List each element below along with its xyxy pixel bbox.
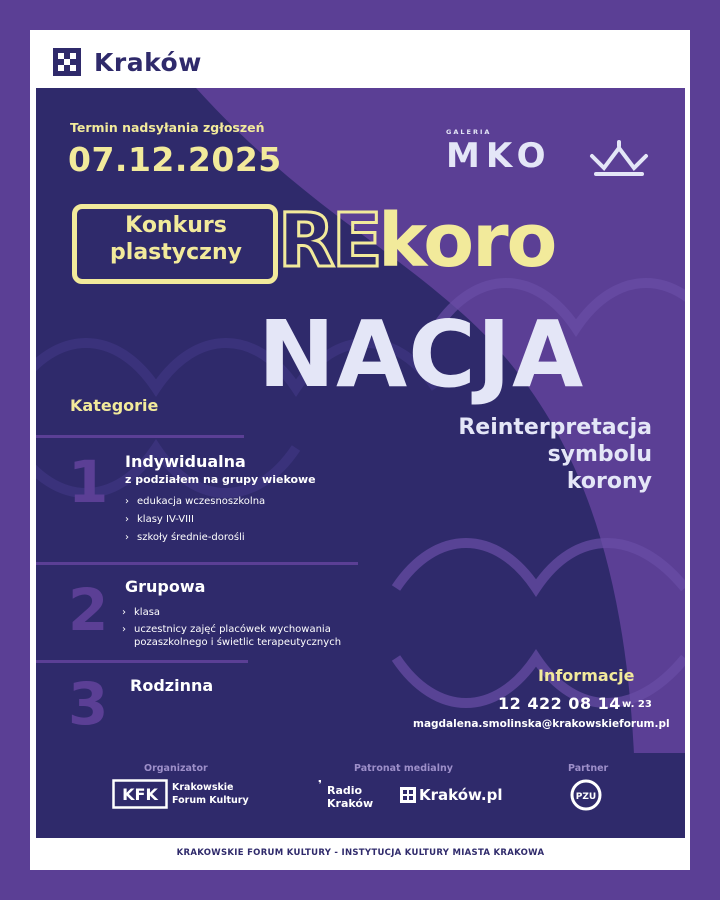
categories-heading: Kategorie — [70, 396, 159, 415]
category-divider-1 — [36, 435, 244, 438]
tagline-line1: Reinterpretacja — [458, 415, 652, 440]
krakow-pl-logo[interactable] — [400, 785, 503, 805]
galeria-small-label: GALERIA — [446, 128, 492, 136]
category-subtitle-1: z podziałem na grupy wiekowe — [125, 473, 316, 486]
kfk-logo[interactable] — [112, 779, 252, 809]
konkurs-line1: Konkurs — [125, 213, 227, 238]
footer-text: KRAKOWSKIE FORUM KULTURY - INSTYTUCJA KULTURY MIASTA KRAKOWA — [176, 848, 545, 858]
galeria-name: MKO — [446, 136, 552, 176]
kfk-icon — [112, 779, 168, 809]
radio-line2: Kraków — [327, 797, 374, 810]
crown-icon — [588, 140, 650, 178]
logo-text: Kraków — [94, 47, 202, 77]
category-divider-3 — [36, 660, 248, 663]
list-item: › klasy IV-VIII — [125, 514, 194, 525]
kfk-line1: Krakowskie — [172, 782, 234, 793]
list-item: › edukacja wczesnoszkolna — [125, 496, 266, 507]
category-title-2: Grupowa — [125, 577, 206, 596]
list-item: pozaszkolnego i świetlic terapeutycznych — [134, 637, 342, 648]
konkurs-label — [82, 212, 270, 266]
list-item: › uczestnicy zajęć placówek wychowania — [122, 624, 331, 635]
info-email[interactable]: magdalena.smolinska@krakowskieforum.pl — [413, 718, 670, 730]
category-number-3: 3 — [68, 670, 109, 738]
kfk-line2: Forum Kultury — [172, 795, 249, 806]
info-extension: w. 23 — [622, 699, 652, 710]
konkurs-line2: plastyczny — [110, 240, 242, 265]
title-re: RE — [278, 198, 380, 284]
pzu-text: PZU — [575, 792, 597, 802]
category-bullets-1 — [125, 495, 265, 544]
category-divider-2 — [36, 562, 358, 565]
category-title-3: Rodzinna — [130, 676, 214, 695]
tagline — [436, 414, 652, 495]
category-number-2: 2 — [68, 576, 109, 644]
category-bullets-2 — [122, 606, 341, 649]
krakow-pl-text: Kraków.pl — [419, 786, 503, 804]
media-patron-label: Patronat medialny — [354, 763, 453, 774]
title-koro: koro — [378, 198, 556, 284]
info-heading: Informacje — [538, 666, 635, 685]
krakow-logo[interactable] — [36, 36, 222, 88]
krakow-pl-icon — [400, 787, 416, 803]
krakow-square-logo-icon — [52, 47, 82, 77]
category-title-1: Indywidualna — [125, 452, 246, 471]
deadline-label: Termin nadsyłania zgłoszeń — [70, 120, 265, 135]
deadline-date: 07.12.2025 — [68, 140, 282, 179]
list-item: › klasa — [122, 607, 161, 618]
pzu-logo-icon[interactable] — [570, 779, 602, 811]
tagline-line2: symbolu — [547, 442, 652, 467]
list-item: › szkoły średnie-dorośli — [125, 532, 245, 543]
tagline-line3: korony — [566, 469, 652, 494]
info-phone[interactable]: 12 422 08 14 — [498, 694, 621, 713]
partner-label: Partner — [568, 763, 609, 774]
radio-signal-icon: ❜ — [318, 778, 322, 791]
radio-line1: Radio — [327, 784, 363, 797]
organizer-label: Organizator — [144, 763, 208, 774]
category-number-1: 1 — [68, 448, 109, 516]
svg-text:KFK: KFK — [122, 785, 158, 804]
radio-krakow-logo[interactable] — [318, 778, 382, 812]
galeria-mko-logo — [446, 128, 556, 180]
title-nacja: NACJA — [258, 301, 585, 408]
